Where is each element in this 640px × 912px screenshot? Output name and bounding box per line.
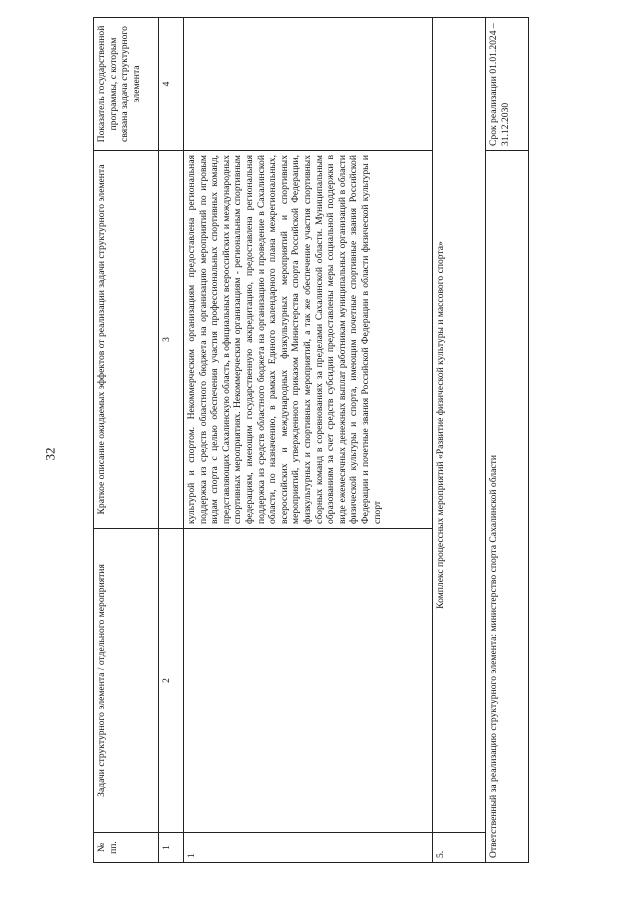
responsible-row bbox=[486, 18, 529, 863]
row-number: 1 bbox=[184, 833, 433, 863]
responsible-text: Ответственный за реализацию структурного элемента: министерство спорта Сахалинской области bbox=[486, 151, 529, 863]
implementation-term: Срок реализации 01.01.2024 – 31.12.2030 bbox=[486, 18, 529, 151]
column-number-3: 3 bbox=[159, 151, 184, 529]
header-effects: Краткое описание ожидаемых эффектов от реализации задачи структурного элемента bbox=[94, 151, 159, 529]
table-header-row bbox=[94, 18, 159, 863]
header-number: № пп. bbox=[94, 833, 159, 863]
table-row bbox=[184, 18, 433, 863]
structural-element-table bbox=[93, 17, 529, 863]
section-row bbox=[433, 18, 486, 863]
document-page bbox=[93, 18, 575, 863]
column-number-4: 4 bbox=[159, 18, 184, 151]
row-task bbox=[184, 529, 433, 833]
column-numbering-row bbox=[159, 18, 184, 863]
column-number-2: 2 bbox=[159, 529, 184, 833]
section-number: 5. bbox=[433, 833, 486, 863]
row-indicator bbox=[184, 18, 433, 151]
page-number: 32 bbox=[42, 447, 58, 461]
row-effects: культурой и спортом. Некоммерческим организациям предоставлена региональная поддержка из средств областного бюджета на организацию мероприятий по игровым видам спорта с целью обеспечения участия профессиональных спортивных команд, представляющих Сахалинскую область, в официальных всероссийских и международных спортивных мероприятиях. Некоммерческим организациям - региональным спортивным федерациям, имеющим государственную аккредитацию, предоставлена региональная поддержка из средств областного бюджета на организацию и проведение в Сахалинской области, по назначению, в рамках Единого календарного плана межрегиональных, всероссийских и международных физкультурных мероприятий и спортивных мероприятий, утвержденного приказом Министерства спорта Российской Федерации, физкультурных и спортивных мероприятий, а так же обеспечение участия спортивных сборных команд в соревнованиях за пределами Сахалинской области. Муниципальным образованиям за счет средств субсидии предоставлены меры социальной поддержки в виде ежемесячных денежных выплат работникам муниципальных организаций в области физической культуры и спорта, имеющим почетные спортивные звания Российской Федерации и почетные звания Российской Федерации в области физической культуры и спорт bbox=[184, 151, 433, 529]
section-title: Комплекс процессных мероприятий «Развитие физической культуры и массового спорта» bbox=[433, 18, 486, 833]
header-indicator: Показатель государственной программы, с которым связана задача структурного элемента bbox=[94, 18, 159, 151]
column-number-1: 1 bbox=[159, 833, 184, 863]
header-tasks: Задачи структурного элемента / отдельного мероприятия bbox=[94, 529, 159, 833]
